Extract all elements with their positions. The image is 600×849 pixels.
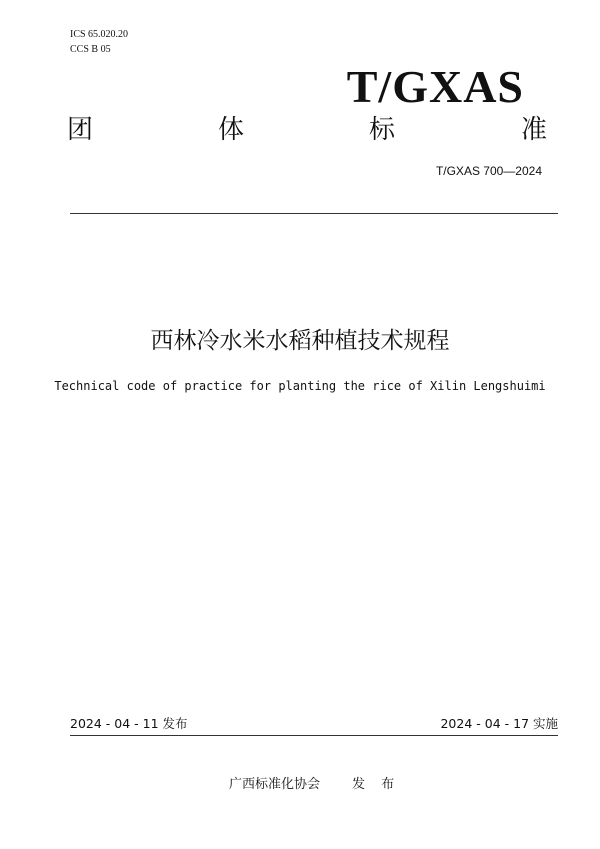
publisher-name: 广西标准化协会: [229, 777, 321, 792]
ccs-code: CCS B 05: [70, 44, 111, 55]
standard-logo: T/GXAS: [346, 61, 524, 112]
document-title-chinese: 西林冷水米水稻种植技术规程: [150, 328, 450, 354]
category-char: 体: [218, 115, 245, 145]
document-number: T/GXAS 700—2024: [435, 164, 542, 178]
header-divider: [70, 213, 558, 214]
category-char: 标: [369, 115, 396, 145]
category-char: 团: [67, 115, 94, 145]
footer-divider: [70, 735, 558, 736]
ics-code: ICS 65.020.20: [70, 29, 129, 40]
category-char: 准: [521, 115, 548, 145]
publish-label: 发 布: [352, 777, 401, 792]
implementation-date: 2024 - 04 - 17 实施: [440, 716, 558, 731]
issue-date: 2024 - 04 - 11 发布: [70, 716, 188, 731]
document-title-english: Technical code of practice for planting the rice of Xilin Lengshuimi: [54, 379, 546, 393]
